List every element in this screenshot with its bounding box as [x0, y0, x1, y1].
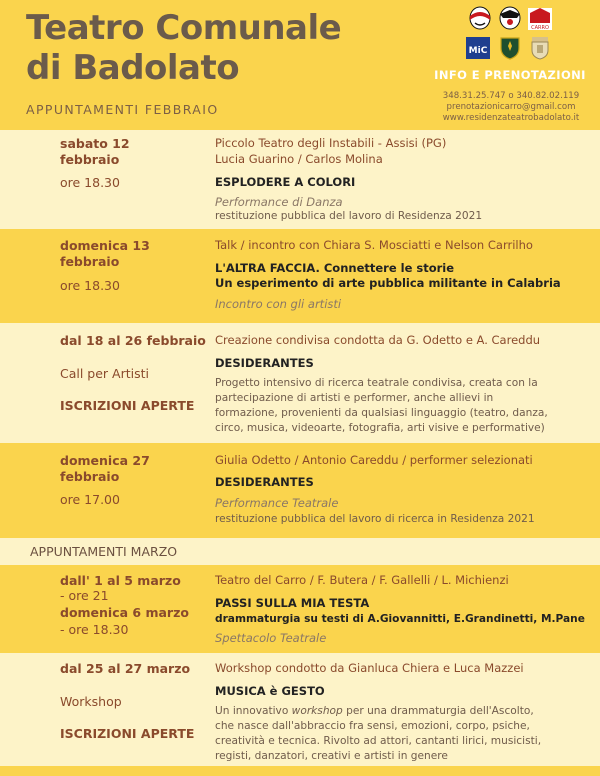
event-company: Piccolo Teatro degli Instabili - Assisi (PG) — [215, 136, 447, 150]
theatre-mask-logo — [467, 6, 493, 30]
event-show-title: PASSI SULLA MIA TESTA — [215, 596, 370, 610]
mic-logo-text: MiC — [468, 46, 488, 56]
event-date: dal 25 al 27 marzo — [60, 661, 191, 676]
event-status[interactable]: ISCRIZIONI APERTE — [60, 726, 195, 741]
event-time: ore 17.00 — [60, 492, 120, 507]
event-date — [60, 453, 150, 485]
event-genre: Spettacolo Teatrale — [215, 631, 327, 645]
event-label: Call per Artisti — [60, 366, 149, 381]
event-time: ore 18.30 — [60, 278, 120, 293]
event-status[interactable]: ISCRIZIONI APERTE — [60, 398, 195, 413]
mic-logo — [465, 36, 491, 60]
event-company: Giulia Odetto / Antonio Careddu / performer selezionati — [215, 453, 533, 467]
page-subtitle: APPUNTAMENTI FEBBRAIO — [26, 102, 219, 117]
event-date-line-1: sabato 12 — [60, 136, 130, 151]
event-date-secondary: domenica 6 marzo — [60, 605, 189, 620]
event-row — [0, 565, 600, 653]
event-description-line: creatività e tecnica. Rivolto ad attori, cantanti lirici, musicisti, — [215, 735, 542, 747]
desc-emphasis: workshop — [291, 705, 343, 717]
event-show-subtitle: drammaturgia su testi di A.Giovannitti, E.Grandinetti, M.Pane — [215, 613, 585, 625]
event-date-line-1: domenica 13 — [60, 238, 150, 253]
event-note: restituzione pubblica del lavoro di Residenza 2021 — [215, 210, 483, 222]
carro-logo — [527, 7, 553, 31]
event-description-line — [215, 704, 585, 719]
event-row — [0, 443, 600, 538]
event-show-title: ESPLODERE A COLORI — [215, 175, 356, 189]
event-time-secondary: - ore 18.30 — [60, 622, 129, 637]
contact-phone[interactable]: 348.31.25.747 o 340.82.02.119 — [442, 91, 580, 101]
event-date-line-2: febbraio — [60, 254, 120, 269]
title-line-2: di Badolato — [26, 48, 240, 88]
event-time: - ore 21 — [60, 588, 109, 603]
event-date-line-1: domenica 27 — [60, 453, 150, 468]
carro-logo-text: CARRO — [531, 25, 549, 31]
event-date — [60, 136, 130, 168]
event-description-line: circo, musica, videoarte, fotografia, arti visive e performative) — [215, 422, 545, 434]
theatre-mask-alt-logo — [497, 6, 523, 30]
contact-email[interactable]: prenotazionicarro@gmail.com — [446, 102, 576, 112]
event-note: restituzione pubblica del lavoro di ricerca in Residenza 2021 — [215, 513, 535, 525]
event-date — [60, 238, 150, 270]
event-label: Workshop — [60, 694, 122, 709]
header-band — [0, 0, 600, 130]
event-description-line: che nasce dall'abbraccio fra sensi, emozioni, corpo, psiche, — [215, 720, 530, 732]
event-date: dal 18 al 26 febbraio — [60, 333, 206, 348]
event-description-line: registi, danzatori, creativi e artisti in genere — [215, 750, 448, 762]
municipal-coat-of-arms-logo — [527, 36, 553, 60]
event-row — [0, 130, 600, 229]
event-company: Creazione condivisa condotta da G. Odetto e A. Careddu — [215, 333, 541, 347]
event-artists: Lucia Guarino / Carlos Molina — [215, 152, 383, 166]
event-genre: Performance di Danza — [215, 195, 343, 209]
event-show-title: DESIDERANTES — [215, 475, 314, 489]
desc-text: per una drammaturgia dell'Ascolto, — [342, 705, 534, 717]
event-row — [0, 323, 600, 443]
event-description-line: formazione, provenienti da qualsiasi linguaggio (teatro, danza, — [215, 407, 548, 419]
event-genre: Performance Teatrale — [215, 496, 339, 510]
event-row — [0, 653, 600, 766]
event-company: Workshop condotto da Gianluca Chiera e Luca Mazzei — [215, 661, 524, 675]
event-company: Teatro del Carro / F. Butera / F. Gallelli / L. Michienzi — [215, 573, 509, 587]
event-show-title: DESIDERANTES — [215, 356, 314, 370]
desc-text: Un innovativo — [215, 705, 292, 717]
section-row — [0, 538, 600, 565]
event-genre: Incontro con gli artisti — [215, 297, 342, 311]
event-company: Talk / incontro con Chiara S. Mosciatti e Nelson Carrilho — [215, 238, 533, 252]
event-show-title: MUSICA è GESTO — [215, 684, 325, 698]
event-description-line: Progetto intensivo di ricerca teatrale condivisa, creata con la — [215, 377, 538, 389]
event-date-line-2: febbraio — [60, 469, 120, 484]
event-row — [0, 229, 600, 323]
logo-group — [465, 5, 555, 63]
page-title — [26, 8, 341, 88]
event-date: dall' 1 al 5 marzo — [60, 573, 181, 588]
event-time: ore 18.30 — [60, 175, 120, 190]
event-date-line-2: febbraio — [60, 152, 120, 167]
contact-website[interactable]: www.residenzateatrobadolato.it — [442, 113, 580, 123]
title-line-1: Teatro Comunale — [26, 8, 342, 48]
section-title-march: APPUNTAMENTI MARZO — [30, 544, 178, 559]
crest-logo — [497, 36, 523, 60]
event-show-title: L'ALTRA FACCIA. Connettere le storie — [215, 261, 455, 275]
event-show-subtitle: Un esperimento di arte pubblica militante in Calabria — [215, 276, 561, 290]
info-title: INFO E PRENOTAZIONI — [434, 68, 586, 82]
event-description-line: partecipazione di artisti e performer, anche allievi in — [215, 392, 494, 404]
bottom-band — [0, 766, 600, 776]
